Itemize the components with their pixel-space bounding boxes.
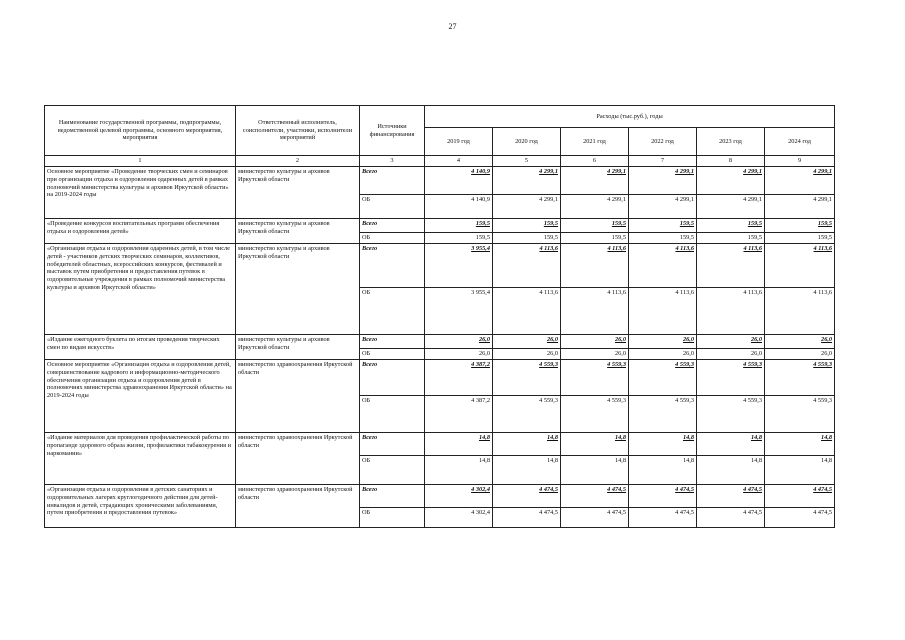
total-value: 4 559,3 [765,359,835,395]
total-value: 4 113,6 [697,243,765,287]
total-value: 4 474,5 [493,484,561,507]
executor-name: министерство здравоохранения Иркутской области [236,432,360,484]
column-number: 9 [765,156,835,167]
ob-value: 3 955,4 [425,287,493,334]
executor-name: министерство здравоохранения Иркутской области [236,359,360,432]
ob-value: 4 299,1 [765,194,835,218]
total-value: 4 299,1 [629,166,697,194]
column-number: 1 [45,156,236,167]
executor-name: министерство культуры и архивов Иркутской области [236,166,360,218]
total-value: 159,5 [561,218,629,232]
total-value: 26,0 [425,334,493,348]
ob-value: 14,8 [493,455,561,484]
total-value: 4 559,3 [629,359,697,395]
ob-value: 4 299,1 [629,194,697,218]
source-ob: ОБ [360,287,425,334]
ob-value: 4 299,1 [493,194,561,218]
ob-value: 4 559,3 [765,395,835,432]
source-ob: ОБ [360,232,425,243]
total-value: 4 113,6 [561,243,629,287]
total-value: 14,8 [561,432,629,455]
ob-value: 26,0 [425,348,493,359]
total-value: 4 559,3 [561,359,629,395]
header-source: Источники финансирования [360,106,425,156]
program-name: «Организация отдыха и оздоровления в детских санаториях и оздоровительных лагерях круглогодичного действия для детей-инвалидов и детей, страдающих хроническими заболеваниями, путем приобретения и предоставления путевок» [45,484,236,527]
header-expenses: Расходы (тыс.руб.), годы [425,106,835,128]
total-value: 26,0 [697,334,765,348]
total-value: 4 474,5 [629,484,697,507]
source-ob: ОБ [360,395,425,432]
total-value: 14,8 [697,432,765,455]
total-value: 4 387,2 [425,359,493,395]
ob-value: 4 113,6 [561,287,629,334]
ob-value: 4 474,5 [765,507,835,527]
source-total: Всего [360,243,425,287]
source-total: Всего [360,359,425,395]
total-value: 4 474,5 [765,484,835,507]
total-value: 4 302,4 [425,484,493,507]
table-row [45,334,835,348]
ob-value: 26,0 [697,348,765,359]
total-value: 159,5 [425,218,493,232]
header-program: Наименование государственной программы, подпрограммы, ведомственной целевой программы, основного мероприятия, мероприятия [45,106,236,156]
ob-value: 4 387,2 [425,395,493,432]
page-number: 27 [448,22,457,31]
table-row [45,218,835,232]
ob-value: 159,5 [629,232,697,243]
total-value: 26,0 [629,334,697,348]
source-total: Всего [360,166,425,194]
ob-value: 4 113,6 [629,287,697,334]
total-value: 26,0 [561,334,629,348]
executor-name: министерство культуры и архивов Иркутской области [236,218,360,243]
column-number: 7 [629,156,697,167]
source-total: Всего [360,432,425,455]
ob-value: 14,8 [425,455,493,484]
total-value: 4 140,9 [425,166,493,194]
program-name: Основное мероприятие «Организация отдыха и оздоровления детей, совершенствование кадрового и информационно-методического обеспечения организации отдыха и оздоровления детей в полномочиях министерства здравоохранения Иркутской области» на 2019-2024 годы [45,359,236,432]
column-number: 6 [561,156,629,167]
total-value: 4 299,1 [765,166,835,194]
total-value: 4 299,1 [561,166,629,194]
ob-value: 4 299,1 [697,194,765,218]
total-value: 14,8 [493,432,561,455]
source-total: Всего [360,334,425,348]
total-value: 14,8 [425,432,493,455]
ob-value: 4 559,3 [629,395,697,432]
budget-table [44,105,835,528]
column-number: 5 [493,156,561,167]
ob-value: 26,0 [765,348,835,359]
header-year: 2024 год [765,128,835,156]
program-name: «Издание материалов для проведения профилактической работы по пропаганде здорового образа жизни, профилактики табакокурения и наркомании» [45,432,236,484]
total-value: 4 559,3 [697,359,765,395]
ob-value: 4 474,5 [697,507,765,527]
ob-value: 159,5 [561,232,629,243]
source-ob: ОБ [360,194,425,218]
executor-name: министерство культуры и архивов Иркутской области [236,334,360,359]
table-row [45,243,835,287]
ob-value: 4 113,6 [697,287,765,334]
table-row [45,166,835,194]
ob-value: 4 474,5 [561,507,629,527]
total-value: 4 113,6 [493,243,561,287]
header-year: 2023 год [697,128,765,156]
ob-value: 159,5 [493,232,561,243]
total-value: 159,5 [765,218,835,232]
executor-name: министерство культуры и архивов Иркутской области [236,243,360,334]
ob-value: 4 559,3 [493,395,561,432]
ob-value: 159,5 [425,232,493,243]
program-name: Основное мероприятие «Проведение творческих смен и семинаров при организации отдыха и оздоровления одаренных детей в рамках полномочий министерства культуры и архивов Иркутской области» на 2019-2024 годы [45,166,236,218]
ob-value: 4 559,3 [697,395,765,432]
total-value: 159,5 [493,218,561,232]
column-number: 3 [360,156,425,167]
table-row [45,359,835,395]
source-ob: ОБ [360,507,425,527]
ob-value: 14,8 [629,455,697,484]
source-ob: ОБ [360,455,425,484]
header-year: 2019 год [425,128,493,156]
header-executor: Ответственный исполнитель, соисполнители, участники, исполнители мероприятий [236,106,360,156]
ob-value: 4 299,1 [561,194,629,218]
total-value: 159,5 [697,218,765,232]
total-value: 4 113,6 [765,243,835,287]
executor-name: министерство здравоохранения Иркутской области [236,484,360,527]
ob-value: 14,8 [697,455,765,484]
header-year: 2020 год [493,128,561,156]
program-name: «Издание ежегодного буклета по итогам проведения творческих смен по видам искусств» [45,334,236,359]
ob-value: 4 113,6 [765,287,835,334]
ob-value: 4 474,5 [629,507,697,527]
total-value: 4 113,6 [629,243,697,287]
total-value: 14,8 [765,432,835,455]
total-value: 4 474,5 [561,484,629,507]
column-number: 2 [236,156,360,167]
total-value: 159,5 [629,218,697,232]
ob-value: 4 302,4 [425,507,493,527]
ob-value: 4 474,5 [493,507,561,527]
ob-value: 26,0 [561,348,629,359]
ob-value: 14,8 [561,455,629,484]
ob-value: 4 113,6 [493,287,561,334]
ob-value: 4 559,3 [561,395,629,432]
column-number: 4 [425,156,493,167]
ob-value: 26,0 [629,348,697,359]
table-row [45,484,835,507]
total-value: 4 559,3 [493,359,561,395]
ob-value: 159,5 [697,232,765,243]
total-value: 3 955,4 [425,243,493,287]
source-total: Всего [360,218,425,232]
program-name: «Организация отдыха и оздоровления одаренных детей, в том числе детей - участников детских творческих семинаров, коллективов, победителей областных, всероссийских конкурсов, фестивалей и выставок путем приобретения и предоставления путевок в оздоровительные учреждения в рамках полномочий министерства культуры и архивов Иркутской области» [45,243,236,334]
total-value: 4 474,5 [697,484,765,507]
header-year: 2022 год [629,128,697,156]
ob-value: 4 140,9 [425,194,493,218]
source-ob: ОБ [360,348,425,359]
table-row [45,432,835,455]
column-number: 8 [697,156,765,167]
total-value: 26,0 [765,334,835,348]
total-value: 14,8 [629,432,697,455]
program-name: «Проведение конкурсов воспитательных программ обеспечения отдыха и оздоровления детей» [45,218,236,243]
ob-value: 26,0 [493,348,561,359]
total-value: 4 299,1 [697,166,765,194]
header-year: 2021 год [561,128,629,156]
total-value: 4 299,1 [493,166,561,194]
source-total: Всего [360,484,425,507]
ob-value: 159,5 [765,232,835,243]
ob-value: 14,8 [765,455,835,484]
total-value: 26,0 [493,334,561,348]
